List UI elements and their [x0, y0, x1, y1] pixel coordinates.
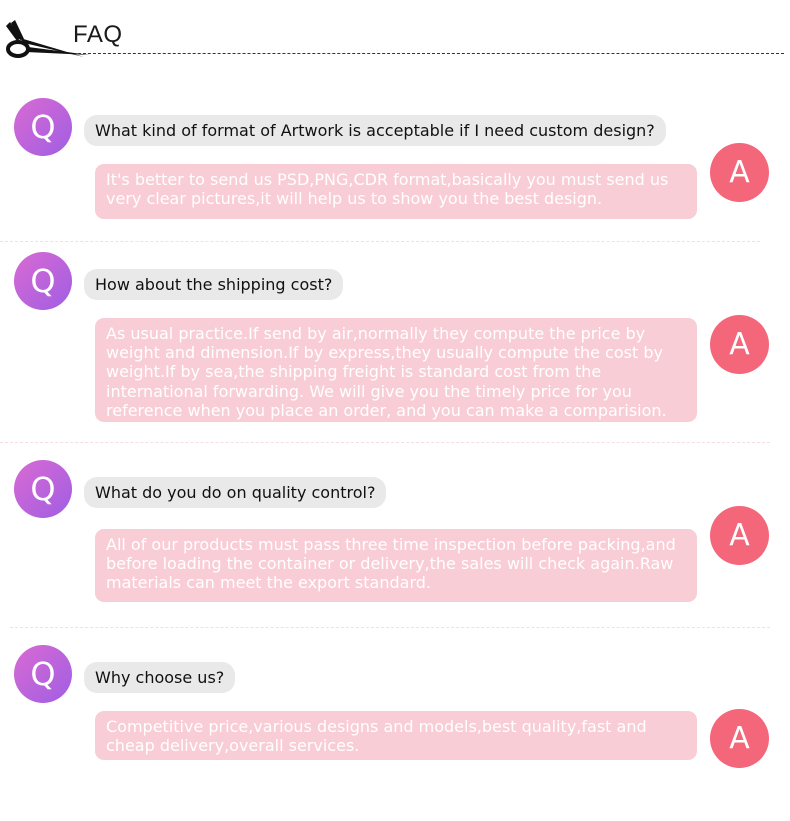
question-bubble: Why choose us?: [84, 662, 235, 693]
question-avatar: Q: [14, 460, 72, 518]
answer-avatar: A: [710, 315, 769, 374]
faq-header: [0, 0, 790, 70]
question-bubble: How about the shipping cost?: [84, 269, 343, 300]
header-dashed-rule: [78, 53, 784, 54]
question-avatar: Q: [14, 645, 72, 703]
answer-bubble: It's better to send us PSD,PNG,CDR format,basically you must send us very clear pictures,it will help us to show you the best design.: [95, 164, 697, 219]
answer-avatar: A: [710, 709, 769, 768]
answer-bubble: All of our products must pass three time inspection before packing,and before loading the container or delivery,the sales will check again.Raw materials can meet the export standard.: [95, 529, 697, 602]
answer-bubble: As usual practice.If send by air,normally they compute the price by weight and dimension.If by express,they usually compute the cost by weight.If by sea,the shipping freight is standard cost from the international forwarding. We will give you the timely price for you reference when you place an order, and you can make a comparision.: [95, 318, 697, 422]
section-divider: [0, 241, 760, 242]
question-bubble: What do you do on quality control?: [84, 477, 386, 508]
question-avatar: Q: [14, 252, 72, 310]
section-divider: [10, 627, 770, 628]
answer-bubble: Competitive price,various designs and models,best quality,fast and cheap delivery,overall services.: [95, 711, 697, 760]
section-divider: [0, 442, 770, 443]
question-avatar: Q: [14, 98, 72, 156]
page-title: FAQ: [73, 21, 123, 48]
answer-avatar: A: [710, 143, 769, 202]
answer-avatar: A: [710, 506, 769, 565]
question-bubble: What kind of format of Artwork is acceptable if I need custom design?: [84, 115, 666, 146]
